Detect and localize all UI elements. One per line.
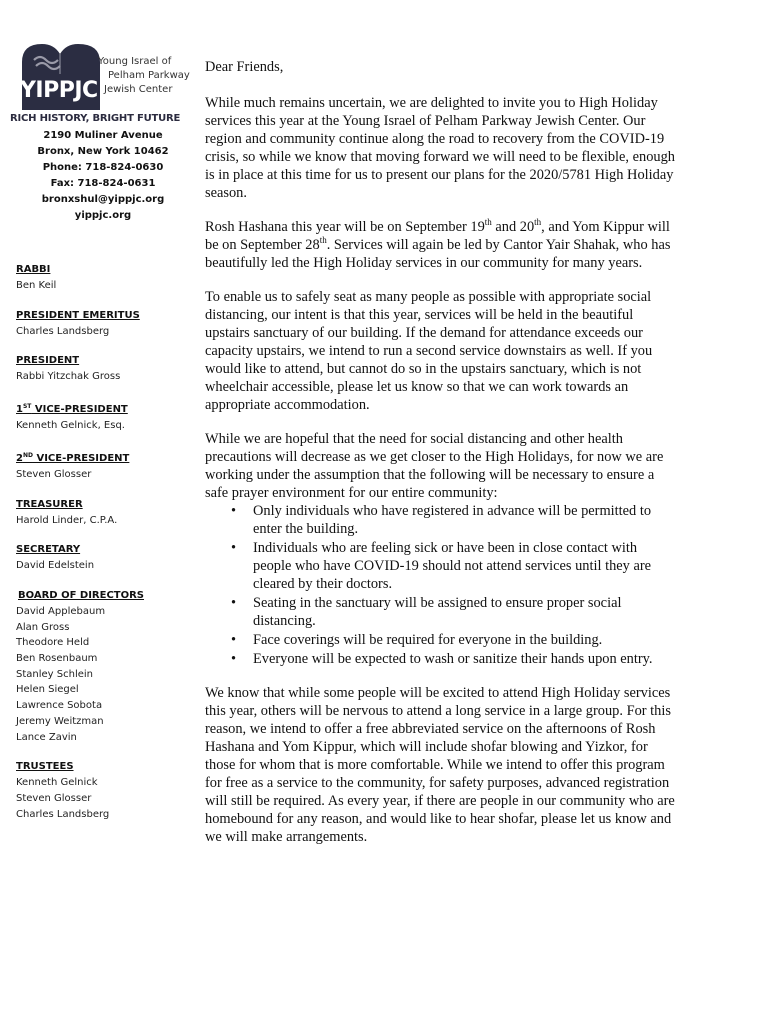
address-street: 2190 Muliner Avenue — [43, 130, 163, 141]
bullet-icon: • — [231, 540, 237, 556]
role-name: Kenneth Gelnick — [16, 777, 98, 789]
officer-list — [10, 262, 196, 822]
role-name: Stanley Schlein — [16, 668, 93, 680]
address-website: yippjc.org — [74, 210, 132, 221]
org-logo — [10, 40, 196, 112]
role-name: Steven Glosser — [16, 468, 92, 480]
role-title: 2ND VICE-PRESIDENT — [16, 451, 130, 464]
letter-body — [205, 58, 675, 862]
role-name: Kenneth Gelnick, Esq. — [16, 420, 125, 432]
role-title: TREASURER — [16, 498, 83, 510]
role-name: David Applebaum — [16, 605, 106, 617]
list-item: • Everyone will be expected to wash or sanitize their hands upon entry. — [231, 651, 653, 667]
logo-org-name — [98, 55, 196, 97]
role-name: Lance Zavin — [16, 731, 77, 743]
role-trustees — [16, 759, 196, 822]
role-name: Charles Landsberg — [16, 808, 110, 820]
role-name: Helen Siegel — [16, 684, 79, 696]
letter-paragraph: To enable us to safely seat as many people as possible with appropriate social distancing, our intent is that this year, services will be held in the beautiful upstairs sanctuary of our building. If the demand for attendance exceeds our capacity upstairs, we intend to run a second service downstairs as well. If you would like to attend, but cannot do so in the upstairs sanctuary, which is not wheelchair accessible, please let us know so that we can work towards an appropriate accommodation. — [205, 289, 653, 413]
role-title: PRESIDENT EMERITUS — [16, 309, 140, 321]
role-title: SECRETARY — [16, 544, 81, 556]
bullet-icon: • — [231, 632, 237, 648]
role-president-emeritus — [16, 308, 196, 340]
letter-paragraph: While much remains uncertain, we are delighted to invite you to High Holiday services this year at the Young Israel of Pelham Parkway Jewish Center. Our region and community continue along the road to recovery from the COVID-19 crisis, so while we know that moving forward we will need to be flexible, enough is in place at this time for us to present our plans for the 2020/5781 High Holiday season. — [205, 95, 675, 201]
role-title: BOARD OF DIRECTORS — [18, 589, 145, 601]
role-second-vice-president — [16, 448, 196, 483]
bullet-icon: • — [231, 503, 237, 519]
role-name: Theodore Held — [16, 637, 90, 649]
role-treasurer — [16, 497, 196, 529]
bullet-icon: • — [231, 651, 237, 667]
role-title: 1ST VICE-PRESIDENT — [16, 403, 128, 416]
role-president — [16, 353, 196, 385]
list-item: • Individuals who are feeling sick or have been in close contact with people who have COVID-19 should not attend services until they are cleared by their doctors. — [231, 540, 652, 592]
role-name: Charles Landsberg — [16, 325, 110, 337]
logo-name-line: Young Israel of — [98, 56, 172, 67]
address-city: Bronx, New York 10462 — [37, 146, 169, 157]
role-name: Ben Keil — [16, 280, 57, 291]
letter-paragraph: While we are hopeful that the need for social distancing and other health precautions will decrease as we get closer to the High Holidays, for now we are working under the assumption that the following will be necessary to ensure a safe prayer environment for our entire community: — [205, 431, 664, 501]
role-name: Alan Gross — [16, 621, 70, 633]
role-rabbi — [16, 262, 196, 294]
list-item: • Face coverings will be required for everyone in the building. — [231, 632, 603, 648]
role-name: Rabbi Yitzchak Gross — [16, 371, 121, 383]
role-title: PRESIDENT — [16, 355, 80, 367]
role-secretary — [16, 542, 196, 574]
address-fax: Fax: 718-824-0631 — [50, 178, 156, 189]
role-name: Jeremy Weitzman — [16, 715, 104, 727]
logo-wordmark: YIPPJC — [20, 78, 98, 103]
role-name: Harold Linder, C.P.A. — [16, 514, 118, 526]
org-address — [14, 128, 192, 224]
letter-paragraph: We know that while some people will be excited to attend High Holiday services this year, others will be nervous to attend a long service in a large group. For this reason, we intend to offer a free abbreviated service on the afternoons of Rosh Hashana and Yom Kippur, which will include shofar blowing and Yizkor, for those for whom that is more comfortable. While we intend to offer this program for free as a service to the community, for safety purposes, advanced registration will still be required. As every year, if there are people in our community who are homebound for any reason, and would like to hear shofar, please let us know and we will make arrangements. — [205, 685, 675, 845]
list-item: • Seating in the sanctuary will be assigned to ensure proper social distancing. — [231, 595, 622, 629]
address-email: bronxshul@yippjc.org — [41, 194, 165, 205]
role-title: RABBI — [16, 264, 51, 275]
logo-name-line: Pelham Parkway — [108, 70, 190, 81]
role-board-of-directors — [16, 588, 196, 745]
role-name: Lawrence Sobota — [16, 700, 103, 712]
logo-name-line: Jewish Center — [104, 84, 173, 95]
org-tagline: RICH HISTORY, BRIGHT FUTURE — [10, 113, 181, 124]
role-first-vice-president — [16, 399, 196, 434]
role-name: David Edelstein — [16, 560, 95, 572]
bullet-icon: • — [231, 595, 237, 611]
precautions-list — [205, 502, 675, 668]
role-name: Ben Rosenbaum — [16, 653, 98, 665]
address-phone: Phone: 718-824-0630 — [42, 162, 164, 173]
list-item: • Only individuals who have registered in advance will be permitted to enter the building. — [231, 503, 652, 537]
role-name: Steven Glosser — [16, 792, 92, 804]
letter-salutation: Dear Friends, — [205, 59, 284, 75]
role-title: TRUSTEES — [16, 761, 74, 773]
letterhead-sidebar — [10, 40, 196, 836]
letter-paragraph-dates: Rosh Hashana this year will be on September 19th and 20th, and Yom Kippur will be on September 28th. Services will again be led by Cantor Yair Shahak, who has beautifully led the High Holiday services in our community for many years. — [205, 217, 671, 271]
